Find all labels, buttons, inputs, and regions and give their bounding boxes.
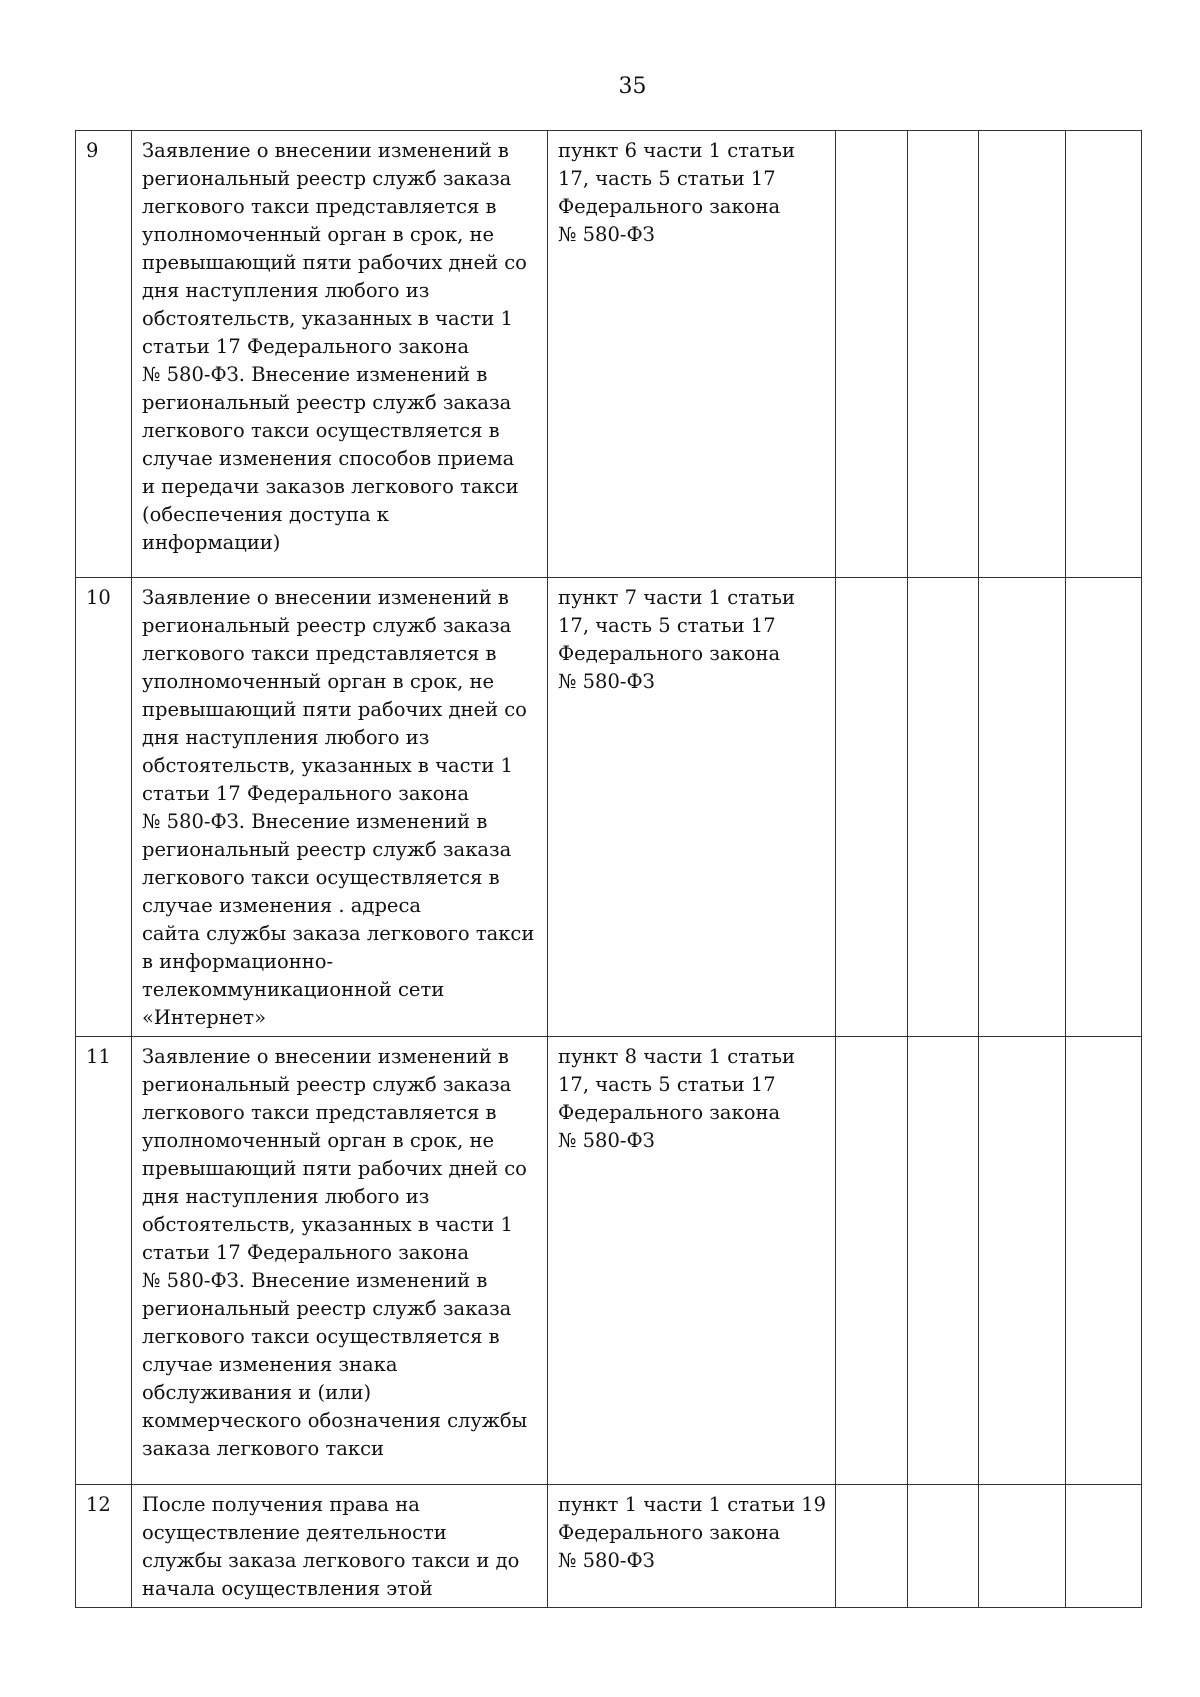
table-row (76, 131, 1142, 578)
requirement-text-line: превышающий пяти рабочих дней со (142, 1157, 527, 1180)
empty-cell (908, 1037, 979, 1485)
requirements-table (75, 130, 1142, 1608)
requirement-text-line: уполномоченный орган в срок, не (142, 670, 495, 693)
empty-cell (836, 1485, 908, 1608)
row-number: 9 (76, 131, 132, 578)
legal-reference-line: № 580-ФЗ (558, 1549, 655, 1572)
requirement-text-line: начала осуществления этой (142, 1577, 433, 1600)
legal-reference-line: Федерального закона (558, 195, 781, 218)
requirement-text-line: легкового такси представляется в (142, 642, 497, 665)
requirement-text-line: дня наступления любого из (142, 726, 430, 749)
requirement-text-line: региональный реестр служб заказа (142, 167, 512, 190)
requirement-text-line: случае изменения способов приема (142, 447, 515, 470)
requirement-text-line: «Интернет» (142, 1006, 266, 1029)
requirement-text-line: легкового такси осуществляется в (142, 866, 500, 889)
requirement-text-line: сайта службы заказа легкового такси (142, 922, 535, 945)
empty-cell (908, 578, 979, 1037)
legal-reference-line: Федерального закона (558, 1101, 781, 1124)
requirement-text-line: уполномоченный орган в срок, не (142, 223, 495, 246)
legal-reference-cell (548, 1485, 836, 1608)
legal-reference-line: пункт 7 части 1 статьи (558, 586, 796, 609)
legal-reference-line: 17, часть 5 статьи 17 (558, 167, 776, 190)
requirement-text-cell (132, 1485, 548, 1608)
requirement-text-line: обслуживания и (или) (142, 1381, 372, 1404)
legal-reference-line: № 580-ФЗ (558, 223, 655, 246)
requirement-text-line: региональный реестр служб заказа (142, 391, 512, 414)
requirement-text-line: случае изменения знака (142, 1353, 398, 1376)
requirement-text-line: дня наступления любого из (142, 1185, 430, 1208)
page-number: 35 (618, 74, 647, 99)
requirement-text-line: легкового такси представляется в (142, 195, 497, 218)
requirement-text-line: Заявление о внесении изменений в (142, 1045, 509, 1068)
row-number: 11 (76, 1037, 132, 1485)
requirement-text-line: коммерческого обозначения службы (142, 1409, 528, 1432)
legal-reference-line: № 580-ФЗ (558, 1129, 655, 1152)
row-number: 12 (76, 1485, 132, 1608)
requirement-text-line: легкового такси осуществляется в (142, 419, 500, 442)
legal-reference-line: пункт 6 части 1 статьи (558, 139, 796, 162)
empty-cell (1066, 131, 1142, 578)
legal-reference-line: 17, часть 5 статьи 17 (558, 614, 776, 637)
requirement-text-line: № 580-ФЗ. Внесение изменений в (142, 1269, 488, 1292)
requirement-text-line: (обеспечения доступа к (142, 503, 389, 526)
requirement-text-line: Заявление о внесении изменений в (142, 586, 509, 609)
requirement-text-line: уполномоченный орган в срок, не (142, 1129, 495, 1152)
requirement-text-line: осуществление деятельности (142, 1521, 447, 1544)
empty-cell (836, 131, 908, 578)
requirement-text-line: легкового такси осуществляется в (142, 1325, 500, 1348)
requirement-text-cell (132, 131, 548, 578)
legal-reference-cell (548, 578, 836, 1037)
empty-cell (908, 1485, 979, 1608)
requirement-text-line: легкового такси представляется в (142, 1101, 497, 1124)
empty-cell (979, 1037, 1066, 1485)
legal-reference-cell (548, 1037, 836, 1485)
requirement-text-line: и передачи заказов легкового такси (142, 475, 519, 498)
legal-reference-line: 17, часть 5 статьи 17 (558, 1073, 776, 1096)
requirement-text-line: обстоятельств, указанных в части 1 (142, 307, 513, 330)
requirement-text-line: службы заказа легкового такси и до (142, 1549, 520, 1572)
requirement-text-line: дня наступления любого из (142, 279, 430, 302)
requirement-text-line: превышающий пяти рабочих дней со (142, 251, 527, 274)
legal-reference-cell (548, 131, 836, 578)
requirement-text-line: № 580-ФЗ. Внесение изменений в (142, 363, 488, 386)
empty-cell (1066, 1037, 1142, 1485)
table-row (76, 1037, 1142, 1485)
requirement-text-cell (132, 578, 548, 1037)
requirement-text-line: превышающий пяти рабочих дней со (142, 698, 527, 721)
requirement-text-line: обстоятельств, указанных в части 1 (142, 754, 513, 777)
requirement-text-line: региональный реестр служб заказа (142, 614, 512, 637)
requirement-text-line: обстоятельств, указанных в части 1 (142, 1213, 513, 1236)
table-row (76, 578, 1142, 1037)
requirement-text-line: случае изменения . адреса (142, 894, 422, 917)
requirement-text-line: статьи 17 Федерального закона (142, 782, 470, 805)
legal-reference-line: пункт 8 части 1 статьи (558, 1045, 796, 1068)
table-row (76, 1485, 1142, 1608)
empty-cell (836, 1037, 908, 1485)
requirement-text-line: После получения права на (142, 1493, 420, 1516)
empty-cell (908, 131, 979, 578)
requirement-text-line: заказа легкового такси (142, 1437, 384, 1460)
legal-reference-line: Федерального закона (558, 642, 781, 665)
empty-cell (979, 578, 1066, 1037)
requirement-text-line: в информационно- (142, 950, 334, 973)
requirement-text-line: статьи 17 Федерального закона (142, 1241, 470, 1264)
legal-reference-line: № 580-ФЗ (558, 670, 655, 693)
requirement-text-line: телекоммуникационной сети (142, 978, 445, 1001)
requirement-text-line: информации) (142, 531, 281, 554)
requirement-text-line: № 580-ФЗ. Внесение изменений в (142, 810, 488, 833)
legal-reference-line: пункт 1 части 1 статьи 19 (558, 1493, 827, 1516)
requirement-text-line: региональный реестр служб заказа (142, 838, 512, 861)
requirement-text-line: региональный реестр служб заказа (142, 1073, 512, 1096)
empty-cell (836, 578, 908, 1037)
requirement-text-line: статьи 17 Федерального закона (142, 335, 470, 358)
row-number: 10 (76, 578, 132, 1037)
legal-reference-line: Федерального закона (558, 1521, 781, 1544)
requirement-text-cell (132, 1037, 548, 1485)
empty-cell (1066, 1485, 1142, 1608)
empty-cell (1066, 578, 1142, 1037)
empty-cell (979, 1485, 1066, 1608)
requirement-text-line: региональный реестр служб заказа (142, 1297, 512, 1320)
empty-cell (979, 131, 1066, 578)
requirement-text-line: Заявление о внесении изменений в (142, 139, 509, 162)
